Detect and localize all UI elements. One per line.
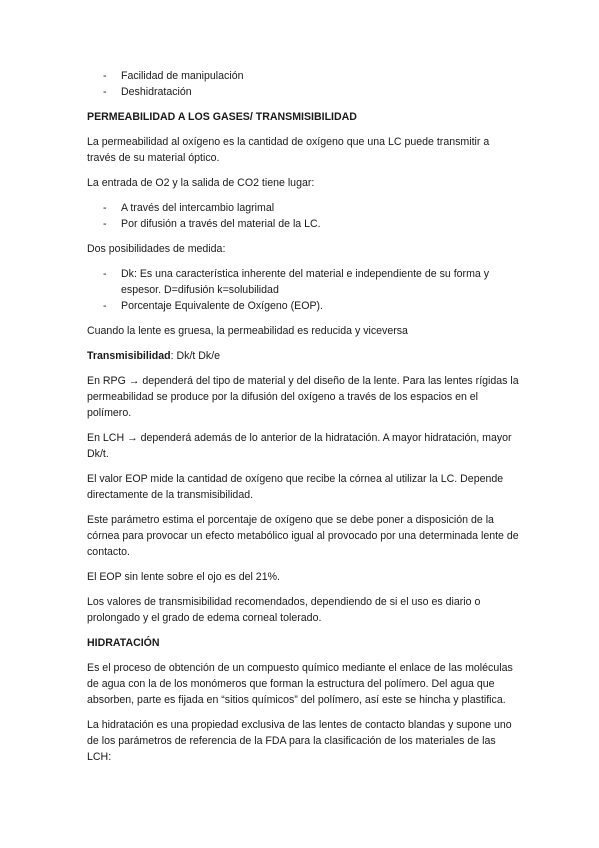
paragraph-transmisibilidad: [87, 348, 519, 364]
bold-term: Transmisibilidad: [87, 350, 171, 362]
paragraph: Este parámetro estima el porcentaje de oxígeno que se debe poner a disposición de la córnea para provocar un efecto metabólico igual al provocado por una determinada lente de contacto.: [87, 514, 519, 558]
paragraph: El valor EOP mide la cantidad de oxígeno que recibe la córnea al utilizar la LC. Depende directamente de la transmisibilidad.: [87, 473, 504, 501]
paragraph: En RPG → dependerá del tipo de material y del diseño de la lente. Para las lentes rígidas la permeabilidad se produce por la difusión del oxígeno a través de los espacios en el polímero.: [87, 375, 519, 419]
list-item: - Por difusión a través del material de la LC.: [87, 216, 519, 232]
list-item: - Dk: Es una característica inherente del material e independiente de su forma y espesor. D=difusión k=solubilidad: [87, 266, 519, 298]
paragraph: Los valores de transmisibilidad recomendados, dependiendo de si el uso es diario o prolongado y el grado de edema corneal tolerado.: [87, 596, 481, 624]
paragraph: El EOP sin lente sobre el ojo es del 21%.: [87, 571, 280, 583]
bullet-list-properties: [87, 68, 519, 100]
paragraph: Dos posibilidades de medida:: [87, 243, 226, 255]
bullet-list-gas-exchange: [87, 200, 519, 232]
paragraph: La hidratación es una propiedad exclusiva de las lentes de contacto blandas y supone uno de los parámetros de referencia de la FDA para la clasificación de los materiales de las LCH:: [87, 719, 512, 763]
list-item: - Deshidratación: [87, 84, 519, 100]
list-item: - Porcentaje Equivalente de Oxígeno (EOP).: [87, 298, 519, 314]
paragraph: La entrada de O2 y la salida de CO2 tiene lugar:: [87, 177, 315, 189]
paragraph: Es el proceso de obtención de un compuesto químico mediante el enlace de las moléculas de agua con la de los monómeros que forman la estructura del polímero. Del agua que absorben, parte es fijada en “sitios químicos” del polímero, así este se hincha y plastifica.: [87, 662, 513, 706]
section-heading-hidratacion: HIDRATACIÓN: [87, 637, 160, 649]
section-heading-permeabilidad: PERMEABILIDAD A LOS GASES/ TRANSMISIBILIDAD: [87, 111, 357, 123]
paragraph: Cuando la lente es gruesa, la permeabilidad es reducida y viceversa: [87, 325, 408, 337]
paragraph: En LCH → dependerá además de lo anterior de la hidratación. A mayor hidratación, mayor Dk/t.: [87, 432, 512, 460]
list-item: - Facilidad de manipulación: [87, 68, 519, 84]
paragraph: La permeabilidad al oxígeno es la cantidad de oxígeno que una LC puede transmitir a través de su material óptico.: [87, 136, 490, 164]
list-item: - A través del intercambio lagrimal: [87, 200, 519, 216]
formula-text: : Dk/t Dk/e: [170, 350, 221, 362]
bullet-list-measurement: [87, 266, 519, 314]
